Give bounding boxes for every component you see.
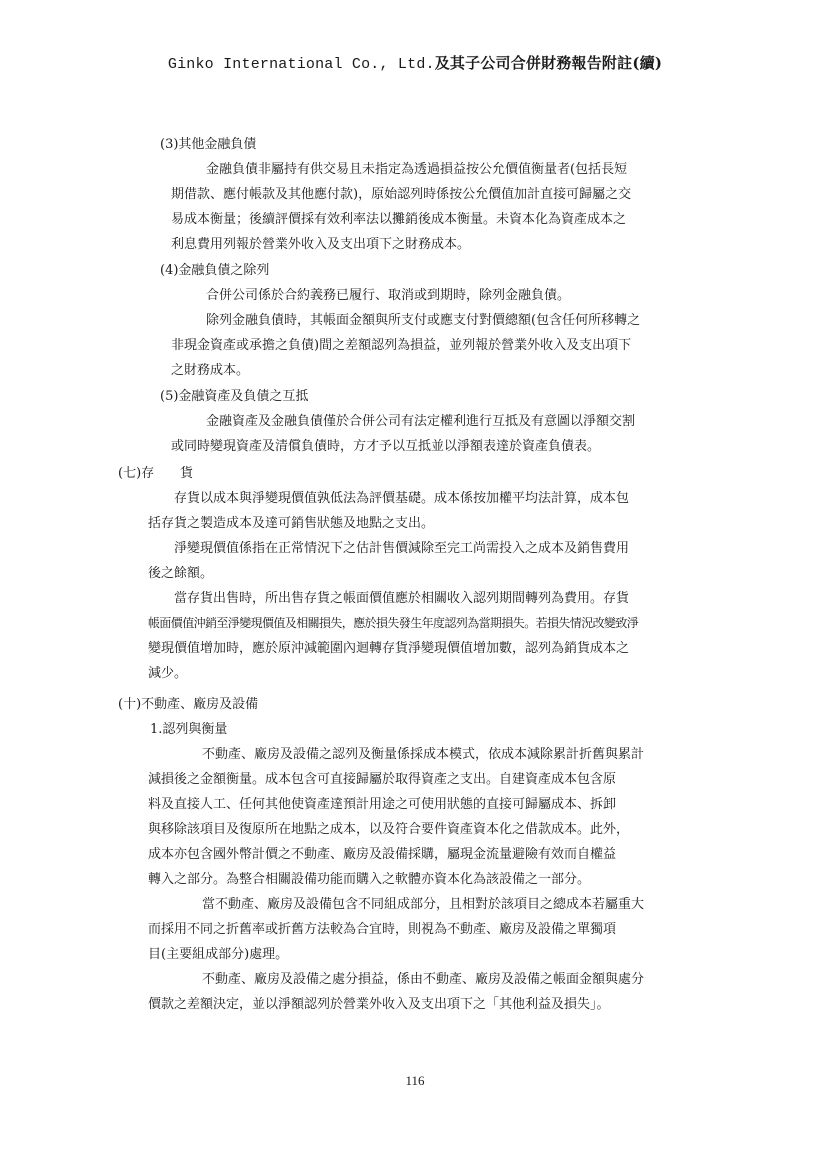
paragraph-line: 後之餘額。: [148, 566, 214, 581]
section-heading: (十)不動產、廠房及設備: [118, 697, 259, 712]
section-heading: (3)其他金融負債: [160, 137, 257, 152]
paragraph-line: 合併公司係於合約義務已履行、取消或到期時，除列金融負債。: [206, 288, 571, 303]
page-number: 116: [405, 1073, 425, 1088]
paragraph-line: 變現價值增加時，應於原沖減範圍內迴轉存貨淨變現價值增加數，認列為銷貨成本之: [148, 641, 630, 656]
paragraph-line: 轉入之部分。為整合相關設備功能而購入之軟體亦資本化為該設備之一部分。: [148, 872, 591, 887]
paragraph-line: 金融負債非屬持有供交易且未指定為透過損益按公允價值衡量者(包括長短: [206, 162, 628, 177]
paragraph-line: 括存貨之製造成本及達可銷售狀態及地點之支出。: [148, 516, 435, 531]
header-title-zh: 及其子公司合併財務報告附註(續): [434, 54, 663, 72]
paragraph-line: 存貨以成本與淨變現價值孰低法為評價基礎。成本係按加權平均法計算，成本包: [174, 491, 630, 506]
section-offsetting: [160, 384, 635, 459]
section-heading: (5)金融資產及負債之互抵: [160, 389, 309, 404]
paragraph-line: 成本亦包含國外幣計價之不動產、廠房及設備採購，屬現金流量避險有效而自權益: [148, 847, 617, 862]
section-other-financial-liabilities: [160, 132, 631, 257]
paragraph-line: 期借款、應付帳款及其他應付款)，原始認列時係按公允價值加計直接可歸屬之交: [171, 187, 632, 202]
section-property-plant-equipment: [118, 692, 644, 1017]
paragraph-line: 價款之差額決定，並以淨額認列於營業外收入及支出項下之「其他利益及損失」。: [148, 997, 610, 1012]
subsection-heading: 1.認列與衡量: [150, 722, 228, 737]
paragraph-line: 金融資產及金融負債僅於合併公司有法定權利進行互抵及有意圖以淨額交割: [206, 414, 636, 429]
paragraph-line: 減損後之金額衡量。成本包含可直接歸屬於取得資產之支出。自建資產成本包含原: [148, 772, 617, 787]
paragraph-line: 與移除該項目及復原所在地點之成本，以及符合要件資產資本化之借款成本。此外，: [148, 822, 630, 837]
paragraph-line: 除列金融負債時，其帳面金額與所支付或應支付對價總額(包含任何所移轉之: [206, 313, 641, 328]
page-header: [0, 52, 830, 73]
paragraph-line: 而採用不同之折舊率或折舊方法較為合宜時，則視為不動產、廠房及設備之單獨項: [148, 922, 617, 937]
section-derecognition-financial-liabilities: [160, 258, 640, 383]
paragraph-line: 非現金資產或承擔之負債)間之差額認列為損益，並列報於營業外收入及支出項下: [171, 338, 632, 353]
paragraph-line: 目(主要組成部分)處理。: [148, 947, 289, 962]
paragraph-line: 或同時變現資產及清償負債時，方才予以互抵並以淨額表達於資產負債表。: [171, 439, 601, 454]
paragraph-line: 易成本衡量；後續評價採有效利率法以攤銷後成本衡量。未資本化為資產成本之: [171, 212, 627, 227]
paragraph-line: 利息費用列報於營業外收入及支出項下之財務成本。: [171, 237, 471, 252]
paragraph-line: 帳面價值沖銷至淨變現價值及相關損失，應於損失發生年度認列為當期損失。若損失情況改變致淨: [148, 616, 639, 630]
paragraph-line: 當不動產、廠房及設備包含不同組成部分，且相對於該項目之總成本若屬重大: [202, 897, 645, 912]
paragraph-line: 減少。: [148, 666, 188, 681]
paragraph-line: 之財務成本。: [171, 363, 250, 378]
section-heading: (4)金融負債之除列: [160, 263, 270, 278]
section-inventories: [118, 461, 638, 686]
paragraph-line: 當存貨出售時，所出售存貨之帳面價值應於相關收入認列期間轉列為費用。存貨: [174, 591, 630, 606]
paragraph-line: 淨變現價值係指在正常情況下之估計售價減除至完工尚需投入之成本及銷售費用: [174, 541, 630, 556]
section-heading: (七)存 貨: [118, 466, 194, 481]
paragraph-line: 不動產、廠房及設備之處分損益，係由不動產、廠房及設備之帳面金額與處分: [202, 972, 645, 987]
header-title-en: Ginko International Co., Ltd.: [167, 56, 435, 73]
paragraph-line: 不動產、廠房及設備之認列及衡量係採成本模式，依成本減除累計折舊與累計: [202, 747, 645, 762]
paragraph-line: 料及直接人工、任何其他使資產達預計用途之可使用狀態的直接可歸屬成本、拆卸: [148, 797, 617, 812]
